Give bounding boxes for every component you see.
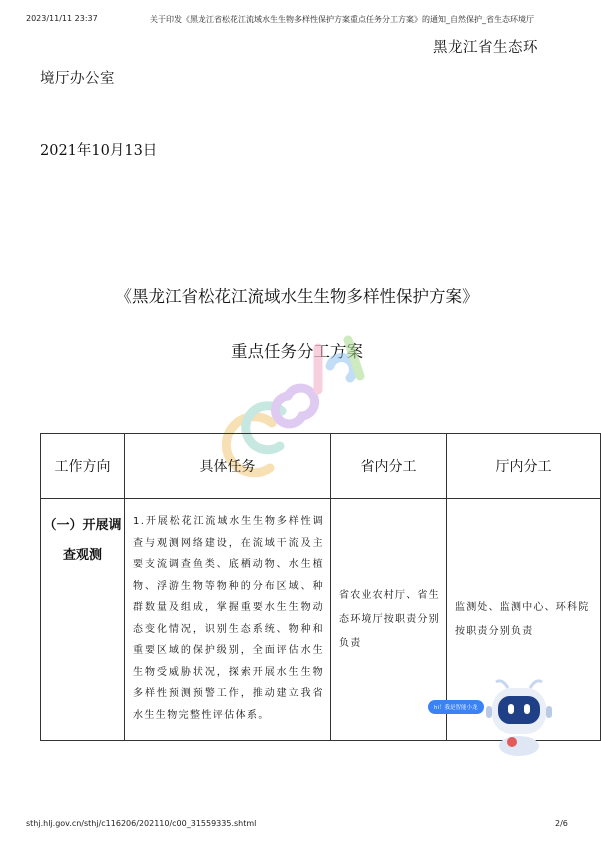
- header-page-title: 关于印发《黑龙江省松花江流域水生生物多样性保护方案重点任务分工方案》的通知_自然保护_省生态环境厅: [150, 15, 534, 24]
- document-subtitle: 重点任务分工方案: [231, 342, 363, 361]
- cell-direction: （一）开展调查观测: [41, 499, 125, 741]
- cell-provincial: 省农业农村厅、省生态环境厅按职责分别负责: [331, 499, 447, 741]
- assistant-widget[interactable]: [428, 678, 560, 758]
- cell-department: 监测处、监测中心、环科院按职责分别负责: [447, 499, 601, 741]
- issuer-line-2: 境厅办公室: [40, 71, 115, 87]
- robot-icon[interactable]: [482, 678, 556, 758]
- footer-url: sthj.hlj.gov.cn/sthj/c116206/202110/c00_31559335.shtml: [26, 819, 257, 828]
- header-datetime: 2023/11/11 23:37: [26, 14, 98, 23]
- document-title: 《黑龙江省松花江流域水生生物多样性保护方案》: [115, 287, 479, 306]
- issuer-line-1: 黑龙江省生态环: [433, 40, 538, 56]
- column-header-task: 具体任务: [125, 434, 331, 499]
- assistant-greeting-bubble[interactable]: hi！我是智能小龙: [428, 700, 484, 714]
- footer-page-number: 2/6: [555, 819, 568, 828]
- issue-date: 2021年10月13日: [40, 143, 158, 159]
- column-header-department: 厅内分工: [447, 434, 601, 499]
- column-header-provincial: 省内分工: [331, 434, 447, 499]
- cell-task: 1.开展松花江流域水生生物多样性调查与观测网络建设，在流域干流及主要支流调查鱼类、底栖动物、水生植物、浮游生物等物种的分布区域、种群数量及组成，掌握重要水生生物动态变化情况，识别生态系统、物种和重要区域的保护级别，全面评估水生生物受威胁状况，探索开展水生生物多样性预测预警工作，推动建立我省水生生物完整性评估体系。: [125, 499, 331, 741]
- table-header-row: [41, 434, 601, 499]
- column-header-direction: 工作方向: [41, 434, 125, 499]
